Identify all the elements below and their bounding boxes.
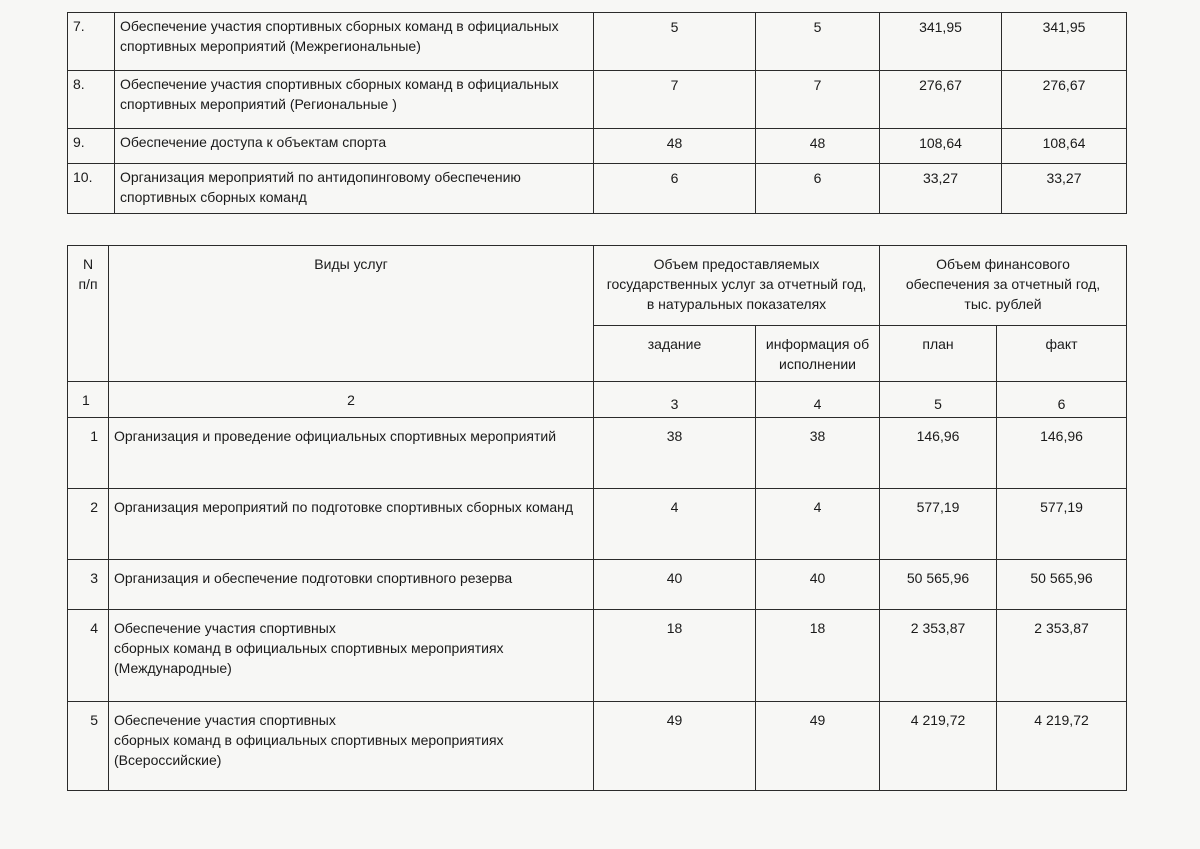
service-name-line: Обеспечение участия спортивных [114, 712, 336, 728]
column-numbers-row [68, 382, 1127, 418]
plan-value: 2 353,87 [880, 610, 997, 702]
header-info: информация об исполнении [756, 326, 880, 382]
service-name-line: (Всероссийские) [114, 752, 222, 768]
table-row [68, 418, 1127, 489]
row-number: 5 [68, 702, 109, 791]
task-value: 4 [594, 489, 756, 560]
service-name [109, 702, 594, 791]
fact-value: 2 353,87 [997, 610, 1127, 702]
service-name: Организация и проведение официальных спортивных мероприятий [109, 418, 594, 489]
header-number-label: N п/п [78, 256, 98, 292]
task-value: 48 [594, 129, 756, 164]
plan-value: 577,19 [880, 489, 997, 560]
fact-value: 108,64 [1002, 129, 1127, 164]
col-number: 5 [880, 382, 997, 418]
info-value: 38 [756, 418, 880, 489]
col-number: 6 [997, 382, 1127, 418]
info-value: 6 [756, 164, 880, 214]
task-value: 18 [594, 610, 756, 702]
row-number: 10. [68, 164, 115, 214]
fact-value: 146,96 [997, 418, 1127, 489]
col-number: 1 [68, 382, 109, 418]
row-number: 2 [68, 489, 109, 560]
plan-value: 4 219,72 [880, 702, 997, 791]
service-name-line: сборных команд в официальных спортивных мероприятиях [114, 732, 504, 748]
service-name: Обеспечение доступа к объектам спорта [115, 129, 594, 164]
fact-value: 50 565,96 [997, 560, 1127, 610]
service-name-line: сборных команд в официальных спортивных мероприятиях [114, 640, 504, 656]
task-value: 49 [594, 702, 756, 791]
task-value: 7 [594, 71, 756, 129]
col-number: 3 [594, 382, 756, 418]
service-name-line: Обеспечение участия спортивных [114, 620, 336, 636]
service-name: Обеспечение участия спортивных сборных команд в официальных спортивных мероприятий (Межрегиональные) [115, 13, 594, 71]
col-number: 2 [109, 382, 594, 418]
table-row [68, 164, 1127, 214]
info-value: 18 [756, 610, 880, 702]
table-row [68, 702, 1127, 791]
table-row [68, 129, 1127, 164]
services-table [67, 245, 1127, 791]
header-finance [880, 246, 1127, 326]
header-row [68, 246, 1127, 326]
header-services: Виды услуг [109, 246, 594, 382]
table-row [68, 13, 1127, 71]
table-row [68, 489, 1127, 560]
table-row [68, 610, 1127, 702]
info-value: 49 [756, 702, 880, 791]
fact-value: 33,27 [1002, 164, 1127, 214]
fact-value: 276,67 [1002, 71, 1127, 129]
task-value: 5 [594, 13, 756, 71]
service-name: Организация мероприятий по подготовке спортивных сборных команд [109, 489, 594, 560]
task-value: 40 [594, 560, 756, 610]
plan-value: 146,96 [880, 418, 997, 489]
info-value: 48 [756, 129, 880, 164]
service-name: Организация и обеспечение подготовки спортивного резерва [109, 560, 594, 610]
table-row [68, 71, 1127, 129]
info-value: 4 [756, 489, 880, 560]
services-table-continued [67, 12, 1127, 214]
info-value: 5 [756, 13, 880, 71]
row-number: 3 [68, 560, 109, 610]
header-plan: план [880, 326, 997, 382]
table-row [68, 560, 1127, 610]
col-number: 4 [756, 382, 880, 418]
header-number [68, 246, 109, 382]
fact-value: 577,19 [997, 489, 1127, 560]
service-name-line: (Международные) [114, 660, 232, 676]
header-fact: факт [997, 326, 1127, 382]
task-value: 6 [594, 164, 756, 214]
plan-value: 33,27 [880, 164, 1002, 214]
row-number: 4 [68, 610, 109, 702]
header-finance-label: Объем финансового обеспечения за отчетный год, тыс. рублей [905, 256, 1101, 312]
plan-value: 341,95 [880, 13, 1002, 71]
info-value: 7 [756, 71, 880, 129]
row-number: 7. [68, 13, 115, 71]
header-volume [594, 246, 880, 326]
plan-value: 50 565,96 [880, 560, 997, 610]
row-number: 1 [68, 418, 109, 489]
row-number: 8. [68, 71, 115, 129]
service-name [109, 610, 594, 702]
info-value: 40 [756, 560, 880, 610]
header-task: задание [594, 326, 756, 382]
plan-value: 108,64 [880, 129, 1002, 164]
header-volume-label: Объем предоставляемых государственных услуг за отчетный год, в натуральных показателях [606, 256, 867, 312]
service-name: Обеспечение участия спортивных сборных команд в официальных спортивных мероприятий (Региональные ) [115, 71, 594, 129]
fact-value: 341,95 [1002, 13, 1127, 71]
fact-value: 4 219,72 [997, 702, 1127, 791]
task-value: 38 [594, 418, 756, 489]
service-name: Организация мероприятий по антидопинговому обеспечению спортивных сборных команд [115, 164, 594, 214]
row-number: 9. [68, 129, 115, 164]
plan-value: 276,67 [880, 71, 1002, 129]
